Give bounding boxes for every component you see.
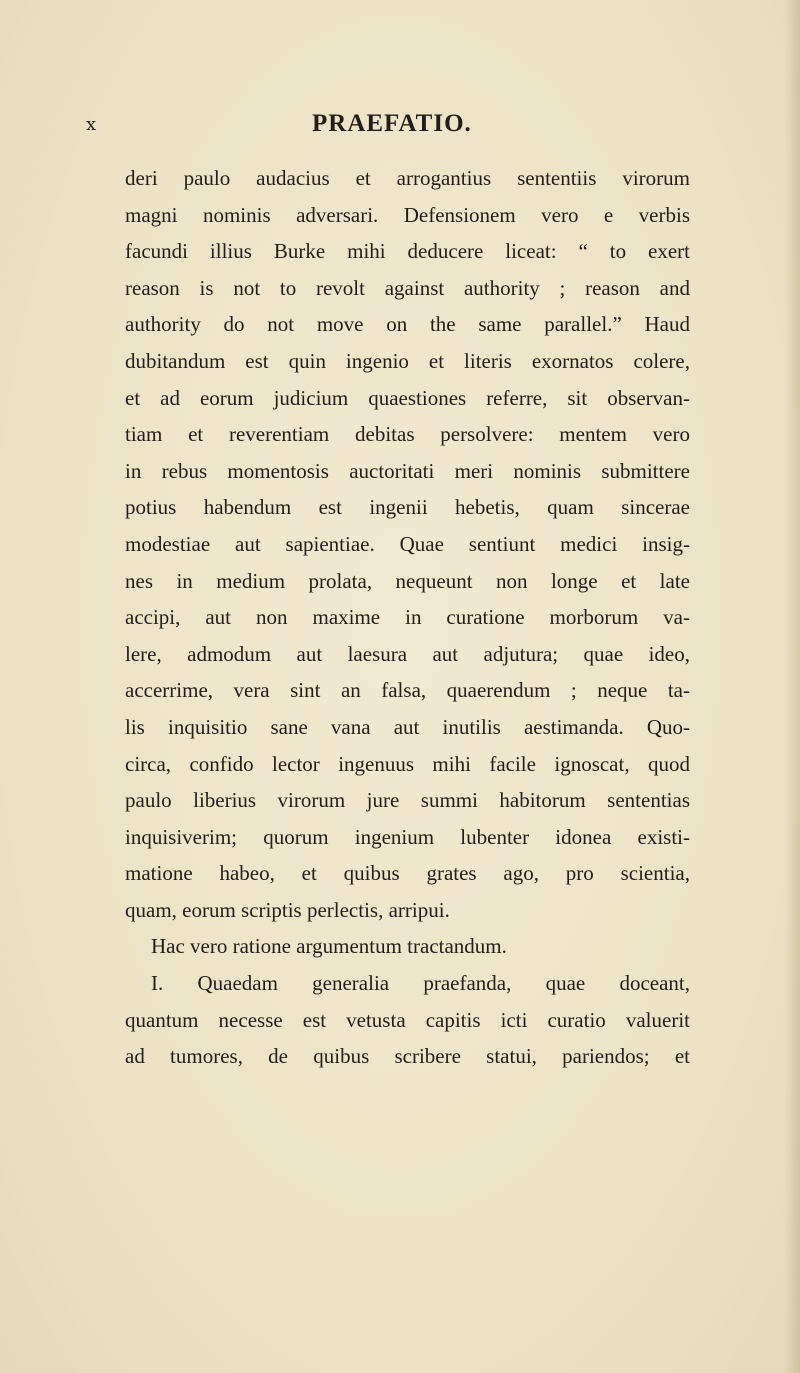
text-line: quantum necesse est vetusta capitis icti curatio valuerit [125, 1007, 690, 1032]
text-line: facundi illius Burke mihi deducere liceat: “ to exert [125, 239, 690, 264]
text-line: modestiae aut sapientiae. Quae sentiunt medici insig- [125, 531, 690, 556]
text-line: dubitandum est quin ingenio et literis exornatos colere, [125, 348, 690, 373]
text-line: nes in medium prolata, nequeunt non longe et late [125, 568, 690, 593]
text-line: authority do not move on the same parallel.” Haud [125, 312, 690, 337]
text-line: Hac vero ratione argumentum tractandum. [151, 934, 507, 959]
text-line: accipi, aut non maxime in curatione morborum va- [125, 605, 690, 630]
text-line: potius habendum est ingenii hebetis, quam sincerae [125, 495, 690, 520]
text-line: tiam et reverentiam debitas persolvere: mentem vero [125, 422, 690, 447]
body-text [125, 160, 690, 1075]
text-line: inquisiverim; quorum ingenium lubenter idonea existi- [125, 824, 690, 849]
text-line: reason is not to revolt against authority ; reason and [125, 275, 690, 300]
text-line: deri paulo audacius et arrogantius sententiis virorum [125, 166, 690, 190]
text-line: paulo liberius virorum jure summi habitorum sententias [125, 788, 690, 813]
text-line: accerrime, vera sint an falsa, quaerendum ; neque ta- [125, 678, 690, 703]
text-line: et ad eorum judicium quaestiones referre, sit observan- [125, 385, 690, 410]
page-number: x [86, 114, 98, 135]
page-edge-shadow [784, 0, 800, 1373]
text-line: circa, confido lector ingenuus mihi facile ignoscat, quod [125, 751, 690, 776]
text-line: in rebus momentosis auctoritati meri nominis submittere [125, 458, 690, 483]
running-title: PRAEFATIO. [312, 110, 472, 137]
page-header [0, 112, 800, 142]
text-line: I. Quaedam generalia praefanda, quae doceant, [151, 971, 690, 996]
text-line: lis inquisitio sane vana aut inutilis aestimanda. Quo- [125, 714, 690, 739]
text-line: magni nominis adversari. Defensionem vero e verbis [125, 202, 690, 227]
text-line: ad tumores, de quibus scribere statui, pariendos; et [125, 1044, 690, 1069]
text-line: lere, admodum aut laesura aut adjutura; quae ideo, [125, 641, 690, 666]
text-line: matione habeo, et quibus grates ago, pro scientia, [125, 861, 690, 886]
text-line: quam, eorum scriptis perlectis, arripui. [125, 897, 450, 922]
